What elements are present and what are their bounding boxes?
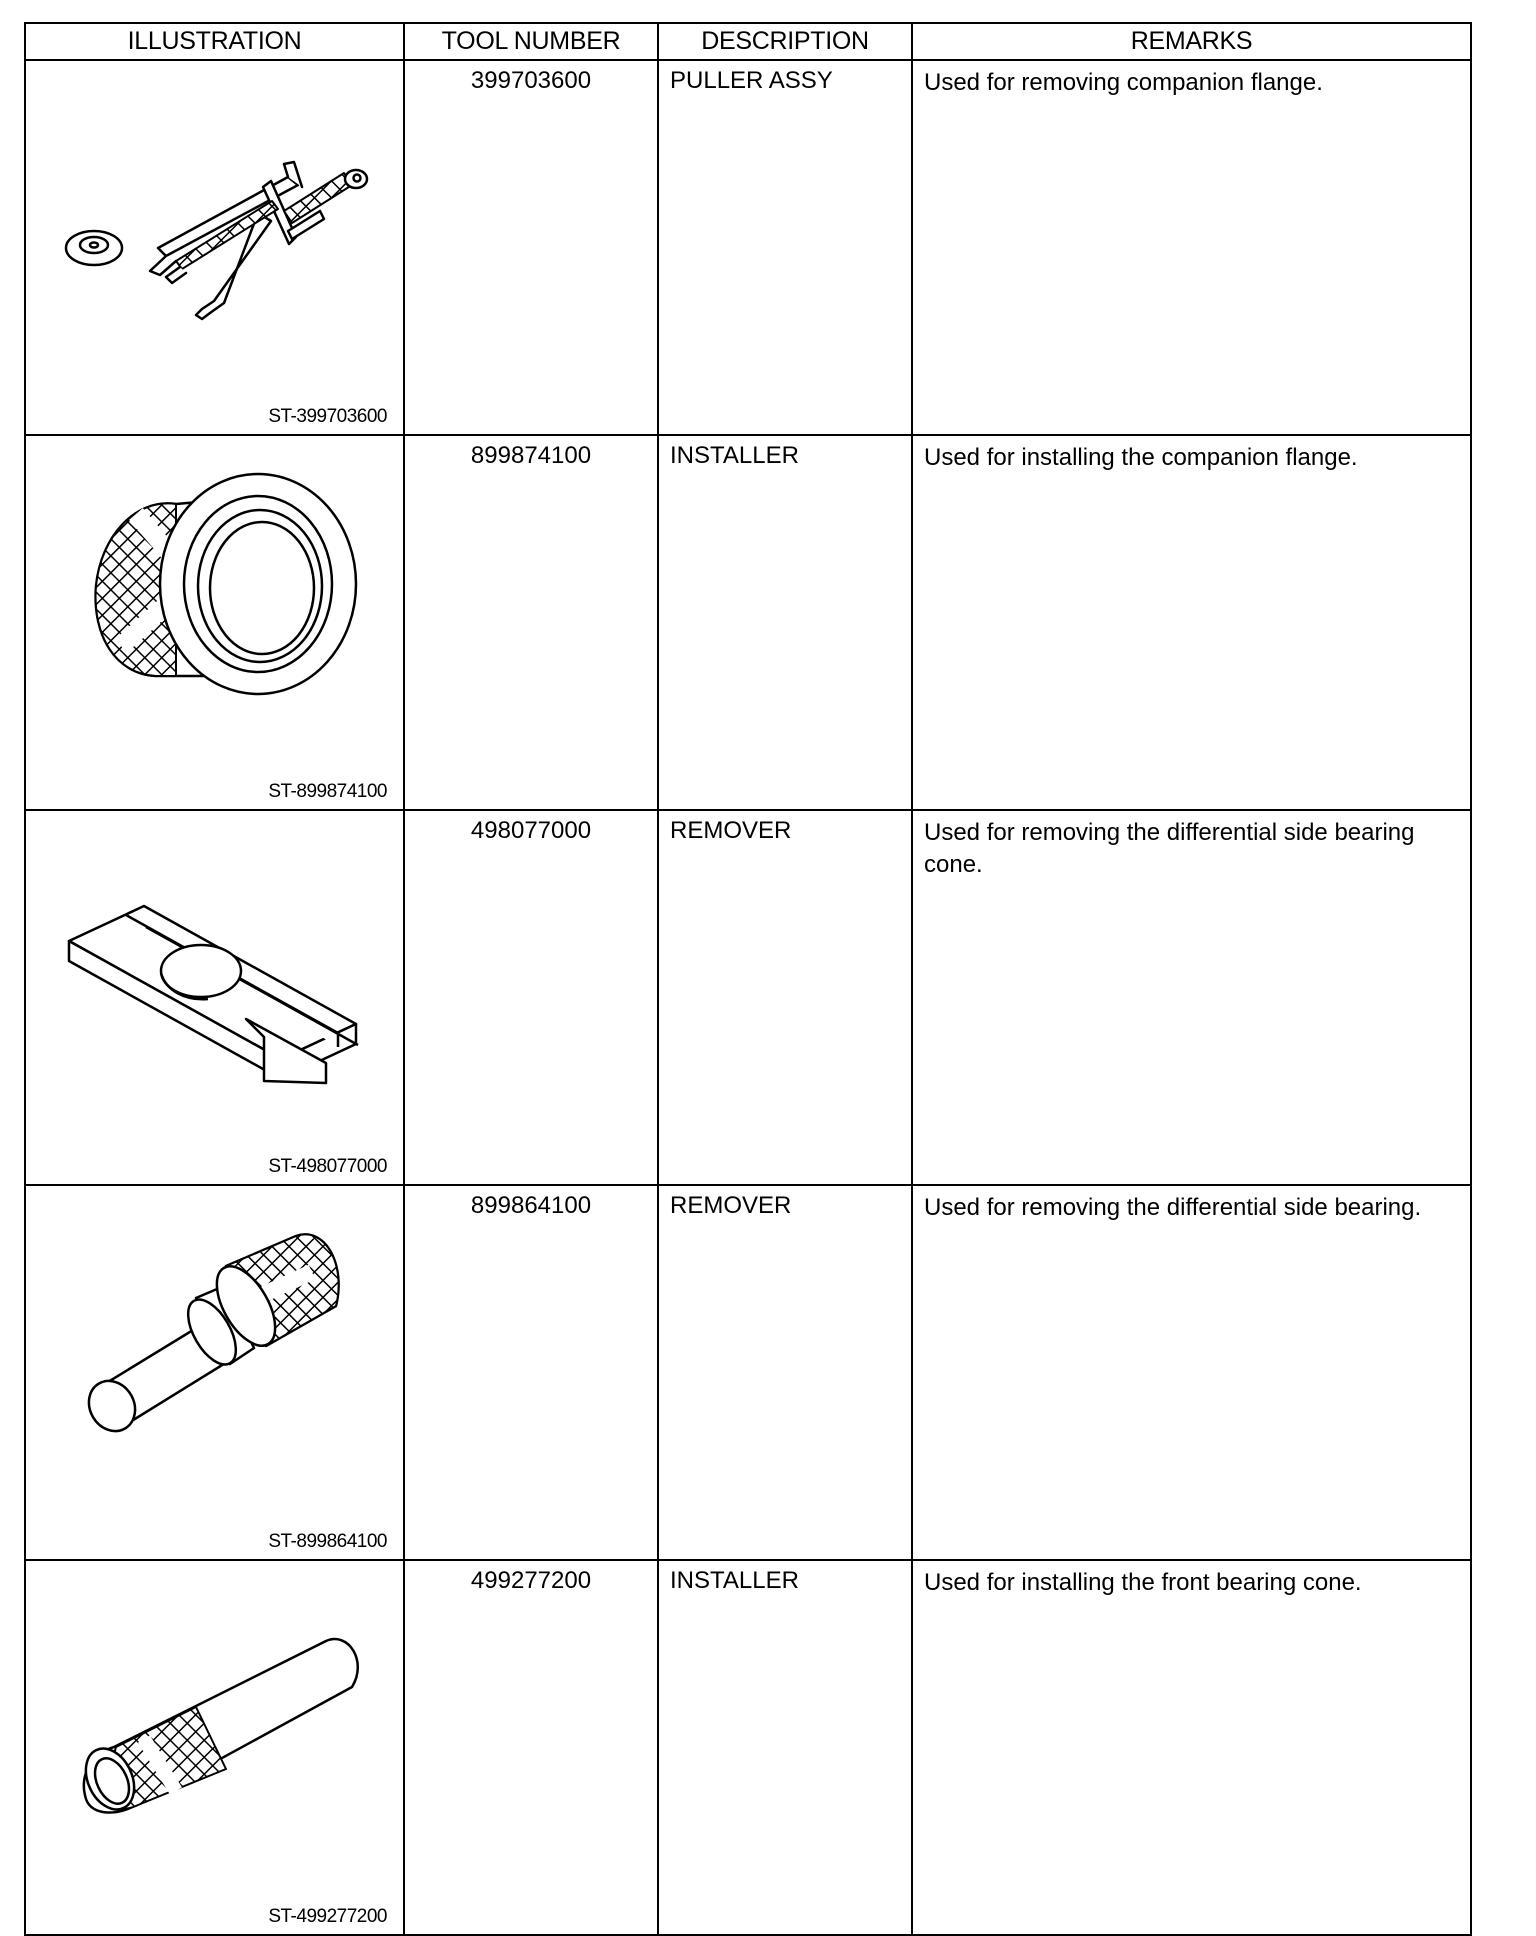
- table-row: [25, 1185, 1471, 1560]
- header-remarks: REMARKS: [912, 23, 1471, 60]
- illustration-caption: ST-899874100: [268, 781, 387, 802]
- tool-description: INSTALLER: [658, 435, 912, 810]
- tool-number: 499277200: [404, 1560, 658, 1935]
- special-tools-table: [24, 22, 1472, 1936]
- tool-description: INSTALLER: [658, 1560, 912, 1935]
- tool-number: 399703600: [404, 60, 658, 435]
- illustration-caption: ST-399703600: [268, 406, 387, 427]
- illustration-caption: ST-499277200: [268, 1906, 387, 1927]
- table-row: [25, 1560, 1471, 1935]
- illustration-cell: [25, 810, 404, 1185]
- illustration-cell: [25, 435, 404, 810]
- table-row: [25, 435, 1471, 810]
- split-plate-remover-illustration: [26, 811, 405, 1177]
- tube-installer-illustration: [26, 1561, 405, 1927]
- tool-description: REMOVER: [658, 1185, 912, 1560]
- tool-description: REMOVER: [658, 810, 912, 1185]
- illustration-caption: ST-899864100: [268, 1531, 387, 1552]
- tool-remarks: Used for installing the front bearing cone.: [912, 1560, 1471, 1935]
- illustration-cell: [25, 1560, 404, 1935]
- tool-number: 899864100: [404, 1185, 658, 1560]
- tool-description: PULLER ASSY: [658, 60, 912, 435]
- illustration-cell: [25, 60, 404, 435]
- installer-illustration: [26, 436, 405, 802]
- puller-assy-illustration: [26, 61, 405, 427]
- tool-remarks: Used for removing companion flange.: [912, 60, 1471, 435]
- tool-remarks: Used for removing the differential side bearing.: [912, 1185, 1471, 1560]
- stepped-shaft-remover-illustration: [26, 1186, 405, 1552]
- header-illustration: ILLUSTRATION: [25, 23, 404, 60]
- header-tool-number: TOOL NUMBER: [404, 23, 658, 60]
- tool-remarks: Used for removing the differential side bearing cone.: [912, 810, 1471, 1185]
- illustration-caption: ST-498077000: [268, 1156, 387, 1177]
- tool-number: 899874100: [404, 435, 658, 810]
- header-row: [25, 23, 1471, 60]
- header-description: DESCRIPTION: [658, 23, 912, 60]
- table-row: [25, 60, 1471, 435]
- illustration-cell: [25, 1185, 404, 1560]
- tool-number: 498077000: [404, 810, 658, 1185]
- tool-remarks: Used for installing the companion flange.: [912, 435, 1471, 810]
- table-row: [25, 810, 1471, 1185]
